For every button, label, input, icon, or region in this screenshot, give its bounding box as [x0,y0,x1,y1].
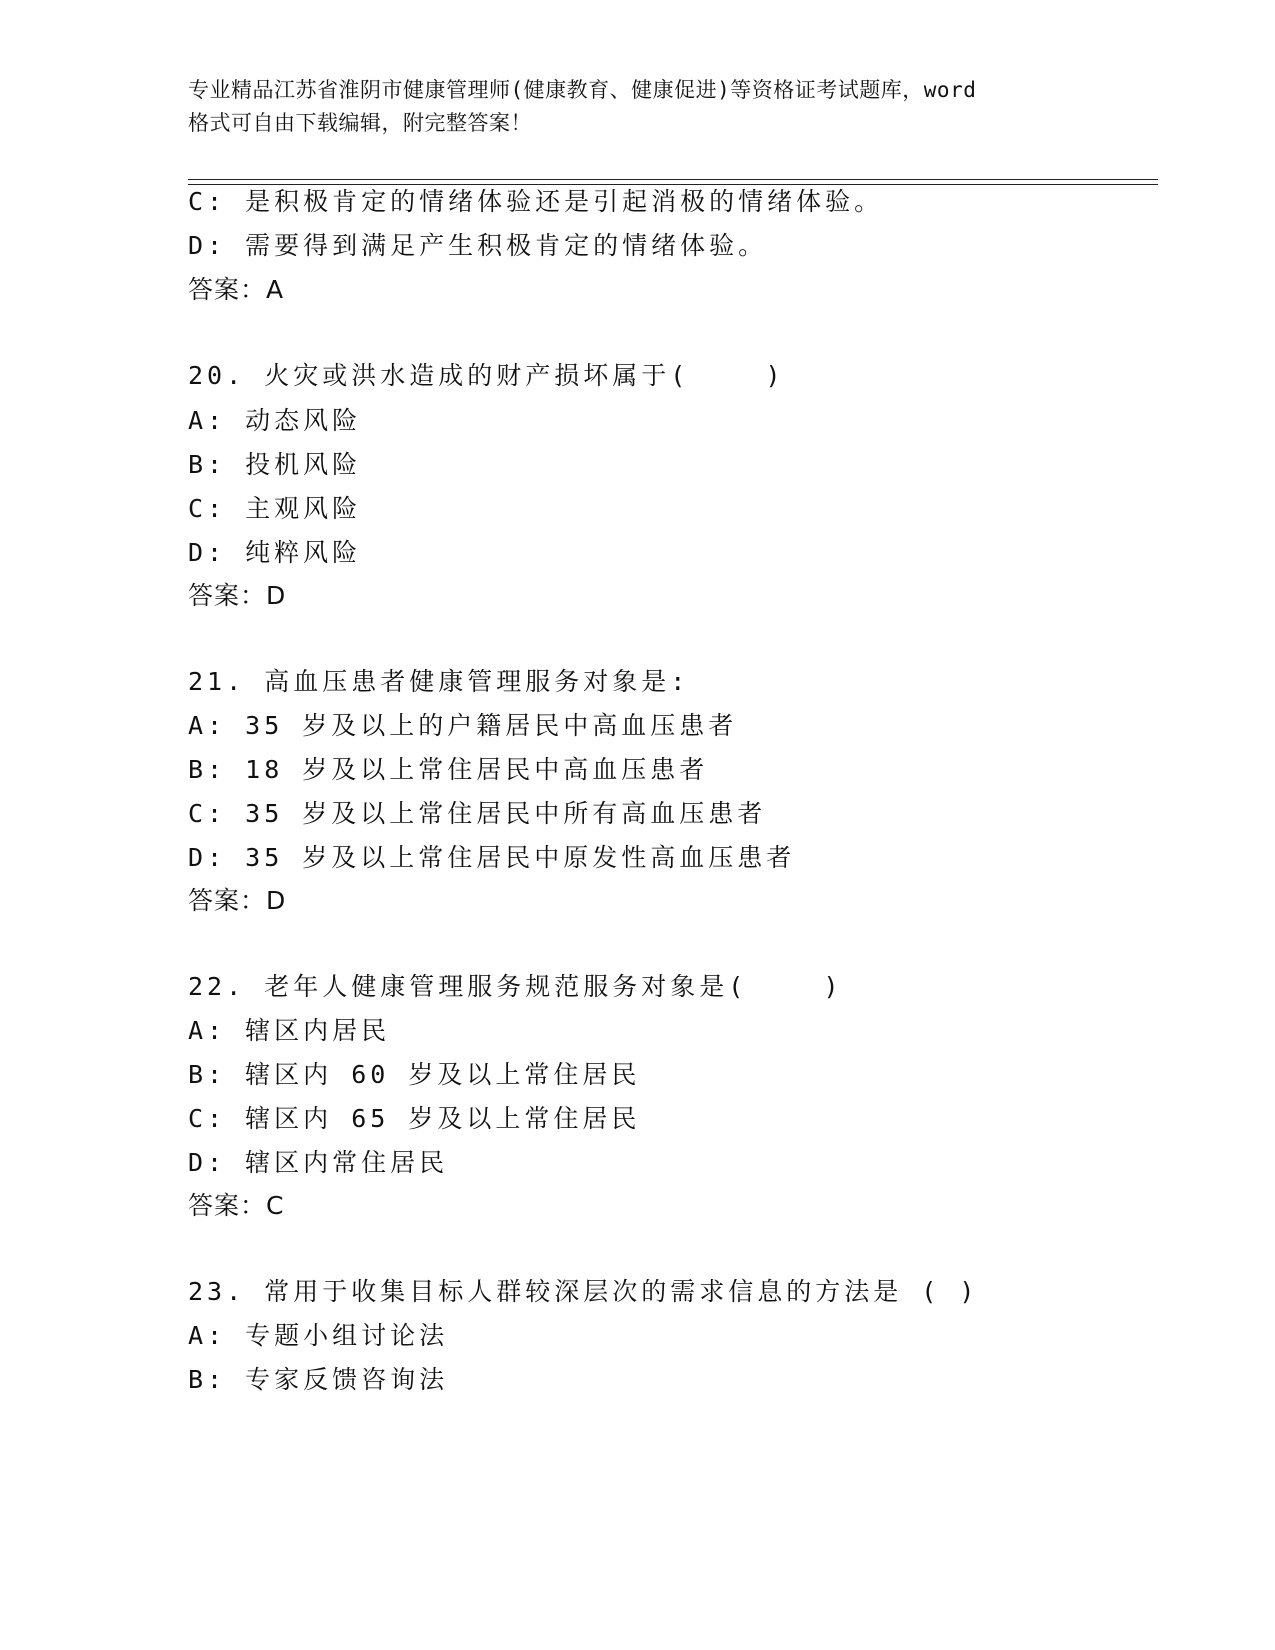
q21-option-d: D: 35 岁及以上常住居民中原发性高血压患者 [188,843,796,872]
prev-answer: 答案：A [188,275,285,304]
q20-option-b: B: 投机风险 [188,450,362,479]
q21-option-a: A: 35 岁及以上的户籍居民中高血压患者 [188,711,738,740]
document-header [188,74,1088,140]
prev-option-c: C: 是积极肯定的情绪体验还是引起消极的情绪体验。 [188,187,884,216]
q20-answer: 答案：D [188,581,287,610]
q21-option-c: C: 35 岁及以上常住居民中所有高血压患者 [188,799,767,828]
q22-option-a: A: 辖区内居民 [188,1016,391,1045]
q20-option-c: C: 主观风险 [188,494,362,523]
q22-option-d: D: 辖区内常住居民 [188,1148,449,1177]
q23-option-b: B: 专家反馈咨询法 [188,1365,449,1394]
q21-answer: 答案：D [188,886,287,915]
q22-option-b: B: 辖区内 60 岁及以上常住居民 [188,1060,641,1089]
q22-stem: 22. 老年人健康管理服务规范服务对象是( ) [188,972,843,1001]
q20-option-a: A: 动态风险 [188,406,362,435]
header-line-1: 专业精品江苏省淮阴市健康管理师(健康教育、健康促进)等资格证考试题库，word [188,78,977,102]
prev-option-d: D: 需要得到满足产生积极肯定的情绪体验。 [188,231,768,260]
q23-stem: 23. 常用于收集目标人群较深层次的需求信息的方法是 ( ) [188,1277,979,1306]
header-line-2: 格式可自由下载编辑，附完整答案！ [188,111,532,135]
header-divider-top [188,179,1158,180]
q22-answer: 答案：C [188,1191,285,1220]
q23-option-a: A: 专题小组讨论法 [188,1321,449,1350]
q21-stem: 21. 高血压患者健康管理服务对象是: [188,667,690,696]
q21-option-b: B: 18 岁及以上常住居民中高血压患者 [188,755,709,784]
q22-option-c: C: 辖区内 65 岁及以上常住居民 [188,1104,641,1133]
header-divider-bottom [188,184,1158,185]
q20-stem: 20. 火灾或洪水造成的财产损坏属于( ) [188,361,785,390]
q20-option-d: D: 纯粹风险 [188,538,362,567]
